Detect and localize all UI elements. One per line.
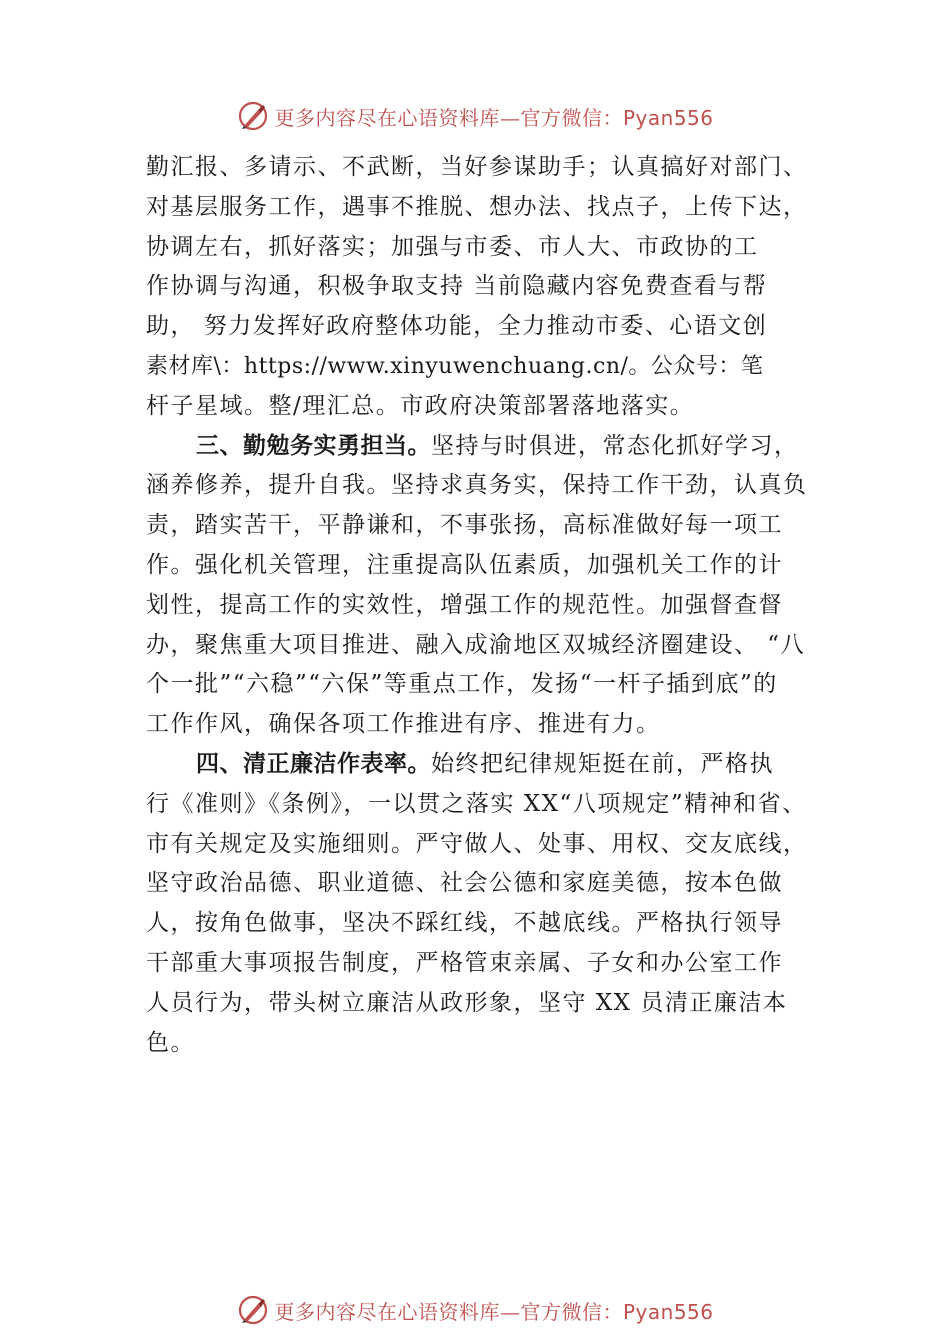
- text-line: 责，踏实苦干，平静谦和，不事张扬，高标准做好每一项工: [146, 512, 783, 539]
- text-line: 对基层服务工作，遇事不推脱、想办法、找点子，上传下达，: [146, 193, 808, 220]
- text-line: 涵养修养，提升自我。坚持求真务实，保持工作干劲，认真负: [146, 472, 808, 499]
- text-line: 杆子星域。整/理汇总。市政府决策部署落地落实。: [146, 392, 695, 419]
- text-line: 协调左右，抓好落实；加强与市委、市人大、市政协的工: [146, 233, 759, 260]
- pen-logo-icon: [236, 1293, 270, 1327]
- text-line: 干部重大事项报告制度，严格管束亲属、子女和办公室工作: [146, 949, 783, 976]
- text-line: 作。强化机关管理，注重提高队伍素质，加强机关工作的计: [146, 551, 783, 578]
- section-3-heading: 三、勤勉务实勇担当。: [196, 432, 431, 459]
- text-line: 人员行为，带头树立廉洁从政形象，坚守 XX 员清正廉洁本: [146, 989, 788, 1016]
- document-body: [146, 148, 826, 1063]
- footer-watermark-banner: [0, 1290, 950, 1330]
- text-line: 行《准则》《条例》，一以贯之落实 XX“八项规定”精神和省、: [146, 790, 807, 817]
- text-line: 划性，提高工作的实效性，增强工作的规范性。加强督查督: [146, 591, 783, 618]
- text-line: 色。: [146, 1029, 195, 1056]
- text-line: 勤汇报、多请示、不武断，当好参谋助手；认真搞好对部门、: [146, 154, 808, 180]
- text-line: 人，按角色做事，坚决不踩红线，不越底线。严格执行领导: [146, 910, 783, 937]
- text-line: 个一批”“六稳”“六保”等重点工作，发扬“一杆子插到底”的: [146, 671, 778, 698]
- banner-text: 更多内容尽在心语资料库—官方微信：Pyan556: [274, 1299, 714, 1324]
- section-3-text: 坚持与时俱进，常态化抓好学习，: [431, 432, 799, 459]
- section-3-first-line: [146, 427, 826, 467]
- text-line: 市有关规定及实施细则。严守做人、处事、用权、交友底线，: [146, 830, 808, 857]
- url-text: 素材库\：https://www.xinyuwenchuang.cn/。公众号：笔: [146, 353, 764, 379]
- section-4-heading: 四、清正廉洁作表率。: [196, 750, 431, 777]
- header-watermark-banner: [0, 96, 950, 136]
- text-line: 工作作风，确保各项工作推进有序、推进有力。: [146, 711, 661, 738]
- text-line: [146, 347, 826, 387]
- text-line: 作协调与沟通，积极争取支持 当前隐藏内容免费查看与帮: [146, 273, 768, 300]
- text-line: 助， 努力发挥好政府整体功能，全力推动市委、心语文创: [146, 313, 768, 340]
- text-line: 坚守政治品德、职业道德、社会公德和家庭美德，按本色做: [146, 870, 783, 897]
- banner-text: 更多内容尽在心语资料库—官方微信：Pyan556: [274, 105, 714, 130]
- text-line: 办，聚焦重大项目推进、融入成渝地区双城经济圈建设、 “八: [146, 631, 806, 658]
- section-4-first-line: [146, 745, 826, 785]
- section-4-text: 始终把纪律规矩挺在前，严格执: [431, 750, 774, 777]
- pen-logo-icon: [236, 99, 270, 133]
